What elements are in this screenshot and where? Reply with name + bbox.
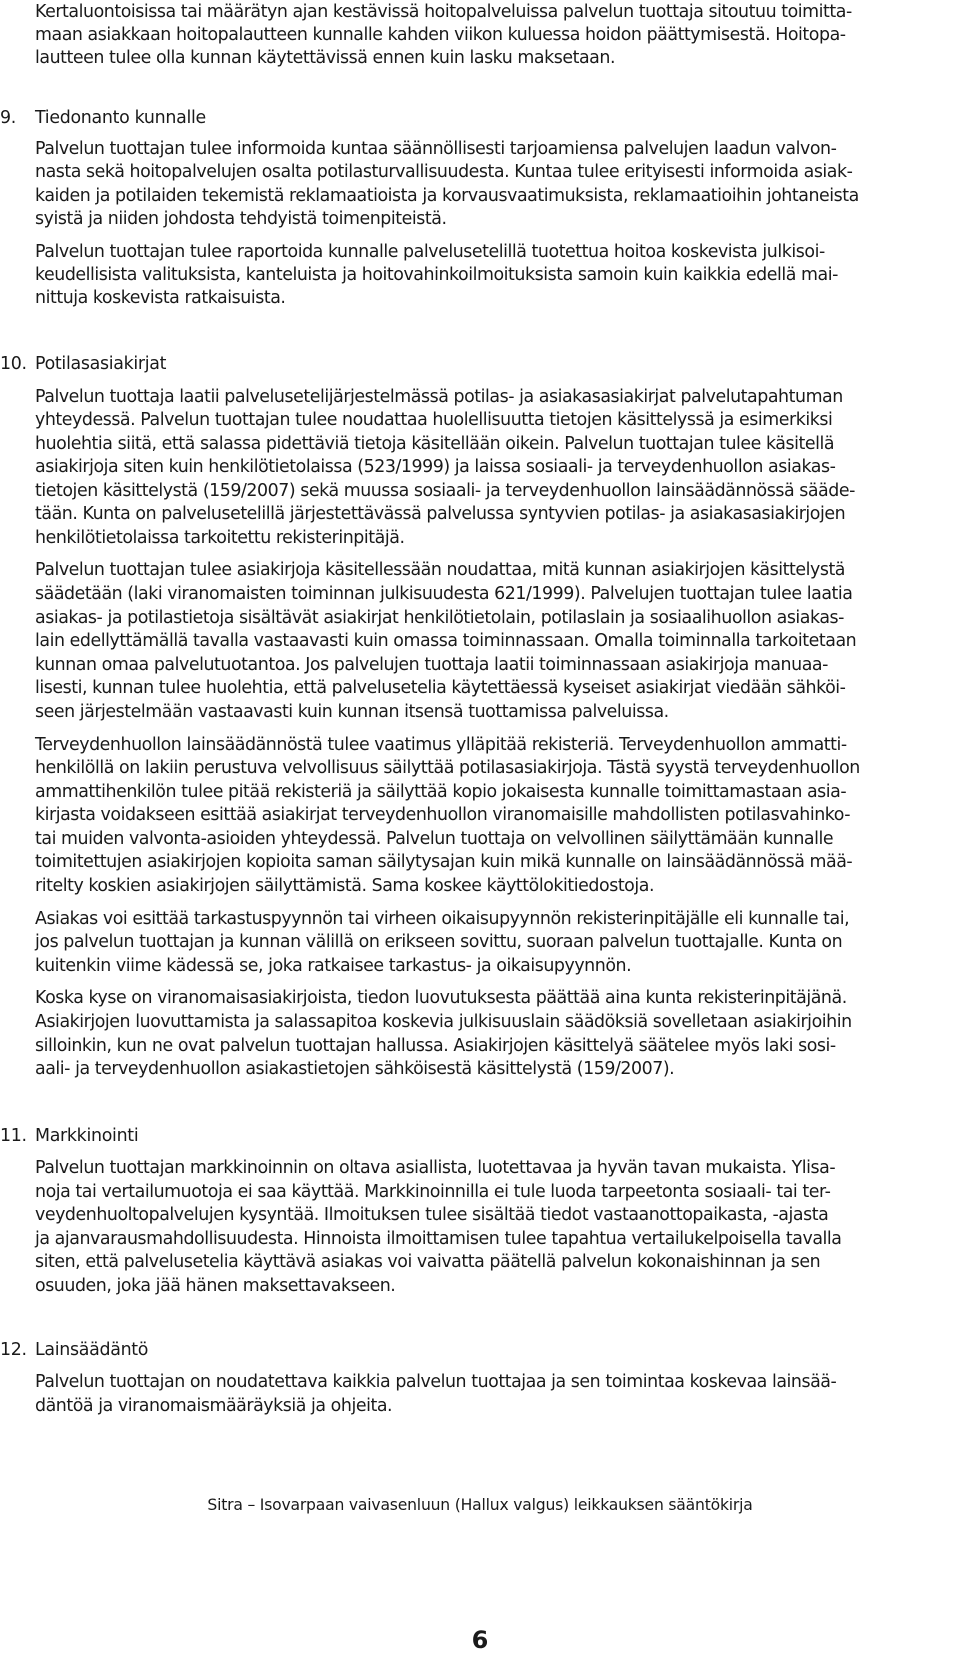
paragraph-line: huolehtia siitä, että salassa pidettäviä tietoja käsitellään oikein. Palvelun tuottajan tulee käsitellä: [35, 434, 835, 454]
intro-line: maan asiakkaan hoitopalautteen kunnalle kahden viikon kuluessa hoidon päättymisestä. Hoitopa-: [35, 25, 846, 45]
paragraph-line: syistä ja niiden johdosta tehdyistä toimenpiteistä.: [35, 209, 447, 229]
paragraph-line: toimitettujen asiakirjojen kopioita saman säilytysajan kuin mikä kunnalle on lainsäädännössä mää-: [35, 852, 853, 872]
paragraph-line: Palvelun tuottajan markkinoinnin on oltava asiallista, luotettavaa ja hyvän tavan mukaista. Ylisa-: [35, 1158, 836, 1178]
section-number: 11.: [0, 1126, 27, 1146]
section-title: Markkinointi: [35, 1126, 139, 1146]
paragraph-line: däntöä ja viranomaismääräyksiä ja ohjeita.: [35, 1396, 393, 1416]
paragraph-line: Asiakas voi esittää tarkastuspyynnön tai virheen oikaisupyynnön rekisterinpitäjälle eli kunnalle tai,: [35, 909, 850, 929]
page-number: 6: [471, 1626, 489, 1654]
paragraph-line: Palvelun tuottajan tulee asiakirjoja käsitellessään noudattaa, mitä kunnan asiakirjojen käsittelystä: [35, 560, 846, 580]
paragraph-line: asiakirjoja siten kuin henkilötietolaissa (523/1999) ja laissa sosiaali- ja terveydenhuollon asiakas-: [35, 457, 836, 477]
paragraph-line: silloinkin, kun ne ovat palvelun tuottajan hallussa. Asiakirjojen käsittelyä säätelee myös laki sosi-: [35, 1036, 836, 1056]
section-title: Potilasasiakirjat: [35, 354, 167, 374]
paragraph-line: henkilöllä on lakiin perustuva velvollisuus säilyttää potilasasiakirjoja. Tästä syystä terveydenhuollon: [35, 758, 860, 778]
intro-line: Kertaluontoisissa tai määrätyn ajan kestävissä hoitopalveluissa palvelun tuottaja sitoutuu toimitta-: [35, 2, 852, 22]
paragraph-line: säädetään (laki viranomaisten toiminnan julkisuudesta 621/1999). Palvelujen tuottajan tulee laatia: [35, 584, 853, 604]
section-heading: [0, 352, 166, 376]
paragraph-line: ja ajanvarausmahdollisuudesta. Hinnoista ilmoittamisen tulee tapahtua vertailukelpoisella tavalla: [35, 1229, 842, 1249]
paragraph-line: Terveydenhuollon lainsäädännöstä tulee vaatimus ylläpitää rekisteriä. Terveydenhuollon ammatti-: [35, 735, 847, 755]
paragraph-line: yhteydessä. Palvelun tuottajan tulee noudattaa huolellisuutta tietojen käsittelyssä ja esimerkiksi: [35, 410, 833, 430]
paragraph-line: kaiden ja potilaiden tekemistä reklamaatioista ja korvausvaatimuksista, reklamaatioihin johtaneista: [35, 186, 859, 206]
paragraph-line: Koska kyse on viranomaisasiakirjoista, tiedon luovutuksesta päättää aina kunta rekisterinpitäjänä.: [35, 988, 847, 1008]
paragraph-line: ritelty koskien asiakirjojen säilyttämistä. Sama koskee käyttölokitiedostoja.: [35, 876, 655, 896]
paragraph-line: seen järjestelmään vastaavasti kuin kunnan itsensä tuottamissa palveluissa.: [35, 702, 669, 722]
paragraph-line: Palvelun tuottaja laatii palvelusetelijärjestelmässä potilas- ja asiakasasiakirjat palvelutapahtuman: [35, 387, 843, 407]
intro-line: lautteen tulee olla kunnan käytettävissä ennen kuin lasku maksetaan.: [35, 48, 616, 68]
paragraph-line: osuuden, joka jää hänen maksettavakseen.: [35, 1276, 396, 1296]
paragraph-line: nasta sekä hoitopalvelujen osalta potilasturvallisuudesta. Kuntaa tulee erityisesti informoida asiak-: [35, 162, 853, 182]
paragraph-line: henkilötietolaissa tarkoitettu rekisterinpitäjä.: [35, 528, 405, 548]
paragraph-line: kirjasta voidakseen esittää asiakirjat terveydenhuollon viranomaisille mahdollisten potilasvahinko-: [35, 805, 851, 825]
paragraph-line: jos palvelun tuottajan ja kunnan välillä on erikseen sovittu, suoraan palvelun tuottajalle. Kunta on: [35, 932, 843, 952]
section-heading: [0, 106, 206, 130]
paragraph-line: Asiakirjojen luovuttamista ja salassapitoa koskevia julkisuuslain säädöksiä sovelletaan asiakirjoihin: [35, 1012, 852, 1032]
section-title: Tiedonanto kunnalle: [35, 108, 206, 128]
paragraph-line: aali- ja terveydenhuollon asiakastietojen sähköisestä käsittelystä (159/2007).: [35, 1059, 675, 1079]
section-heading: [0, 1124, 138, 1148]
paragraph-line: noja tai vertailumuotoja ei saa käyttää. Markkinoinnilla ei tule luoda tarpeetonta sosiaali- tai ter-: [35, 1182, 831, 1202]
paragraph-line: tai muiden valvonta-asioiden yhteydessä. Palvelun tuottaja on velvollinen säilyttämään kunnalle: [35, 829, 834, 849]
paragraph-line: kunnan omaa palvelutuotantoa. Jos palvelujen tuottaja laatii toiminnassaan asiakirjoja manuaa-: [35, 655, 828, 675]
paragraph-line: Palvelun tuottajan on noudatettava kaikkia palvelun tuottajaa ja sen toimintaa koskevaa lainsää-: [35, 1372, 837, 1392]
paragraph-line: Palvelun tuottajan tulee raportoida kunnalle palvelusetelillä tuotettua hoitoa koskevista julkisoi-: [35, 242, 825, 262]
paragraph-line: lain edellyttämällä tavalla vastaavasti kuin omassa toiminnassaan. Omalla toiminnalla tarkoitetaan: [35, 631, 857, 651]
paragraph-line: tietojen käsittelystä (159/2007) sekä muussa sosiaali- ja terveydenhuollon lainsäädännössä säädе-: [35, 481, 855, 501]
section-title: Lainsäädäntö: [35, 1340, 149, 1360]
paragraph-line: keudellisista valituksista, kanteluista ja hoitovahinkoilmoituksista samoin kuin kaikkia edellä mai-: [35, 265, 838, 285]
paragraph-line: ammattihenkilön tulee pitää rekisteriä ja säilyttää kopio jokaisesta kunnalle toimittamastaan asia-: [35, 782, 847, 802]
paragraph-line: siten, että palvelusetelia käyttävä asiakas voi vaivatta päätellä palvelun kokonaishinnan ja sen: [35, 1252, 821, 1272]
section-heading: [0, 1338, 148, 1362]
paragraph-line: lisesti, kunnan tulee huolehtia, että palvelusetelia käytettäessä kyseiset asiakirjat viedään sähköi-: [35, 678, 846, 698]
section-number: 10.: [0, 354, 27, 374]
paragraph-line: veydenhuoltopalvelujen kysyntää. Ilmoituksen tulee sisältää tiedot vastaanottopaikasta, -ajasta: [35, 1205, 829, 1225]
paragraph-line: Palvelun tuottajan tulee informoida kuntaa säännöllisesti tarjoamiensa palvelujen laadun valvon-: [35, 139, 837, 159]
section-number: 12.: [0, 1340, 27, 1360]
paragraph-line: tään. Kunta on palvelusetelillä järjestettävässä palvelussa syntyvien potilas- ja asiakasasiakirjojen: [35, 504, 846, 524]
paragraph-line: nittuja koskevista ratkaisuista.: [35, 288, 286, 308]
section-number: 9.: [0, 108, 16, 128]
footer-text: Sitra – Isovarpaan vaivasenluun (Hallux valgus) leikkauksen sääntökirja: [207, 1496, 753, 1514]
paragraph-line: kuitenkin viime kädessä se, joka ratkaisee tarkastus- ja oikaisupyynnön.: [35, 956, 632, 976]
paragraph-line: asiakas- ja potilastietoja sisältävät asiakirjat henkilötietolain, potilaslain ja sosiaalihuollon asiakas-: [35, 608, 844, 628]
